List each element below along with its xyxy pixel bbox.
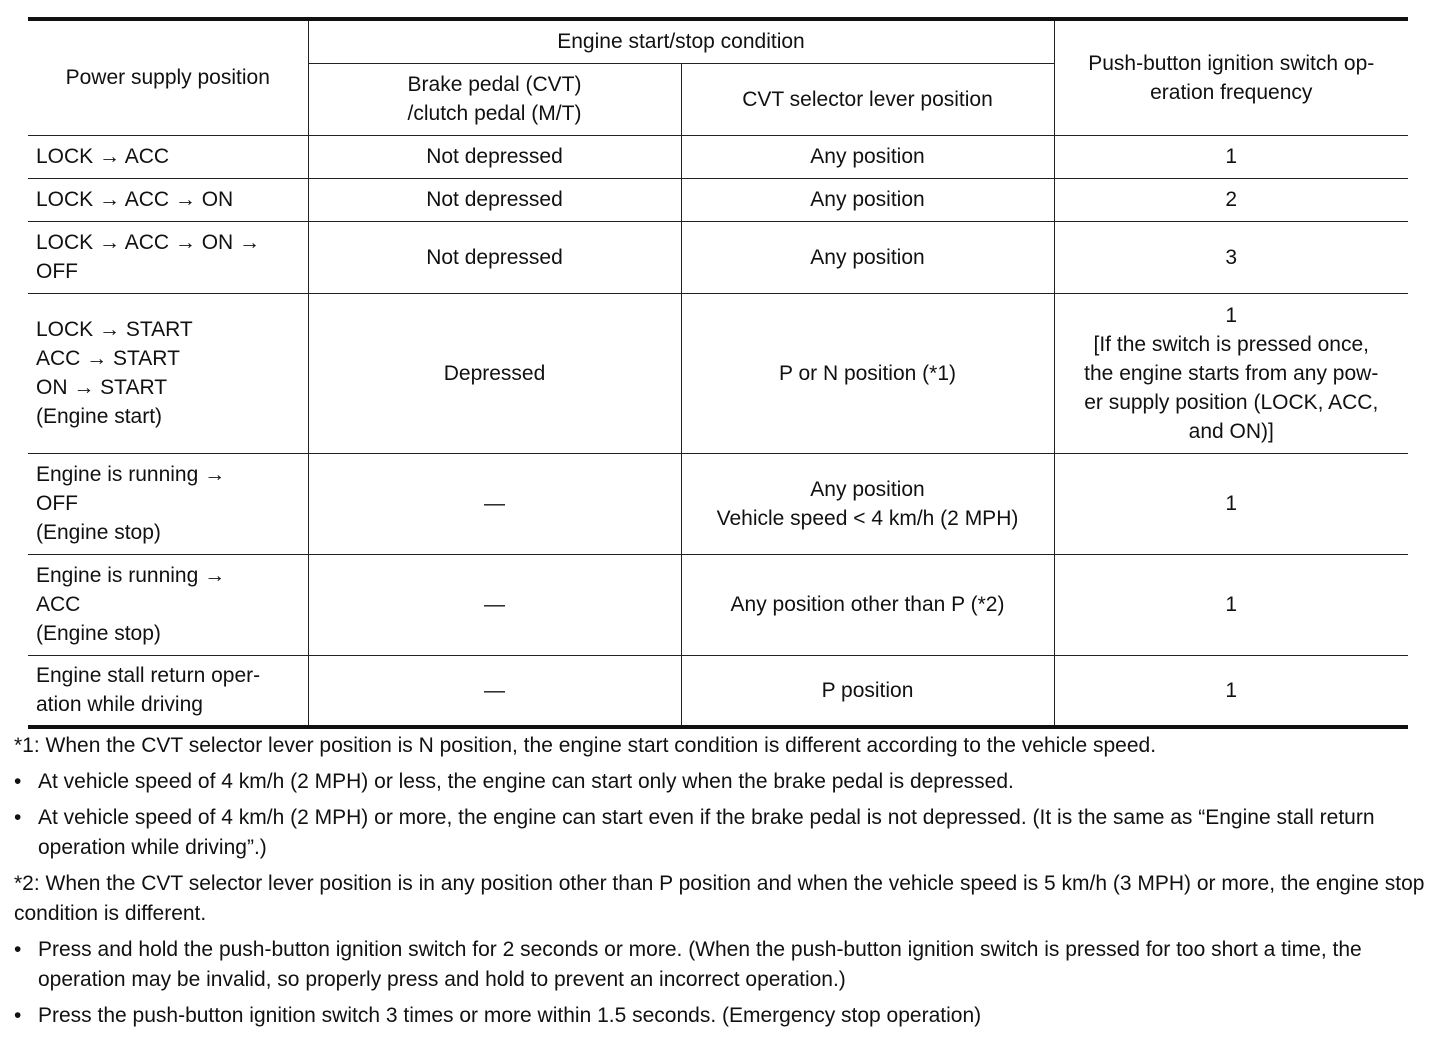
cell-power-position: Engine is running → ACC (Engine stop): [28, 554, 308, 655]
footnote-1-bullet: [14, 803, 1434, 863]
footnote-2-bullet: [14, 935, 1434, 995]
cell-power-position: Engine stall return oper- ation while driving: [28, 655, 308, 727]
table-row: [28, 221, 1408, 293]
bullet-symbol: •: [14, 770, 22, 793]
table-row: [28, 293, 1408, 453]
cell-pedal: Not depressed: [308, 135, 681, 178]
bullet-symbol: •: [14, 938, 22, 961]
footnote-1-bullet: [14, 767, 1434, 797]
footnote-2: *2: When the CVT selector lever position is in any position other than P position and when the vehicle speed is 5 km/h (3 MPH) or more, the engine stop condition is different.: [14, 872, 1425, 925]
footnote-2-bullet: [14, 1001, 1434, 1031]
bullet-symbol: •: [14, 806, 22, 829]
engine-start-stop-table: [28, 17, 1408, 729]
cell-frequency: 3: [1054, 221, 1408, 293]
cell-lever: Any position Vehicle speed < 4 km/h (2 MPH): [681, 453, 1054, 554]
cell-pedal: —: [308, 554, 681, 655]
header-row-1: [28, 19, 1408, 63]
bullet-symbol: •: [14, 1004, 22, 1027]
bullet-text: At vehicle speed of 4 km/h (2 MPH) or more, the engine can start even if the brake pedal is not depressed. (It is the same as “Engine stall return operation while driving”.): [38, 806, 1375, 859]
table-row: [28, 135, 1408, 178]
cell-frequency: 1: [1054, 655, 1408, 727]
cell-lever: Any position: [681, 221, 1054, 293]
cell-lever: P or N position (*1): [681, 293, 1054, 453]
cell-pedal: —: [308, 453, 681, 554]
cell-power-position: LOCK → ACC: [28, 135, 308, 178]
bullet-text: Press and hold the push-button ignition switch for 2 seconds or more. (When the push-button ignition switch is pressed for too short a time, the operation may be invalid, so properly press and hold to prevent an incorrect operation.): [38, 938, 1362, 991]
bullet-text: Press the push-button ignition switch 3 times or more within 1.5 seconds. (Emergency stop operation): [38, 1004, 982, 1027]
table-row: [28, 453, 1408, 554]
header-selector-lever: CVT selector lever position: [681, 63, 1054, 135]
cell-frequency: 1: [1054, 135, 1408, 178]
cell-pedal: Not depressed: [308, 178, 681, 221]
cell-lever: Any position: [681, 135, 1054, 178]
cell-power-position: LOCK → ACC → ON: [28, 178, 308, 221]
cell-frequency: 1 [If the switch is pressed once, the engine starts from any pow- er supply position (LOCK, ACC, and ON)]: [1054, 293, 1408, 453]
header-brake-pedal: Brake pedal (CVT) /clutch pedal (M/T): [308, 63, 681, 135]
cell-lever: Any position: [681, 178, 1054, 221]
cell-power-position: LOCK → ACC → ON → OFF: [28, 221, 308, 293]
bullet-text: At vehicle speed of 4 km/h (2 MPH) or less, the engine can start only when the brake pedal is depressed.: [38, 770, 1014, 793]
footnote-1: *1: When the CVT selector lever position is N position, the engine start condition is different according to the vehicle speed.: [14, 734, 1157, 757]
header-operation-frequency: Push-button ignition switch op- eration frequency: [1054, 19, 1408, 135]
cell-power-position: LOCK → START ACC → START ON → START (Engine start): [28, 293, 308, 453]
cell-frequency: 2: [1054, 178, 1408, 221]
table-row: [28, 554, 1408, 655]
cell-frequency: 1: [1054, 453, 1408, 554]
footnotes: [14, 731, 1434, 1037]
header-engine-condition: Engine start/stop condition: [308, 19, 1054, 63]
table-row: [28, 655, 1408, 727]
table-row: [28, 178, 1408, 221]
cell-pedal: Depressed: [308, 293, 681, 453]
cell-pedal: —: [308, 655, 681, 727]
cell-frequency: 1: [1054, 554, 1408, 655]
header-power-supply-position: Power supply position: [28, 19, 308, 135]
cell-power-position: Engine is running → OFF (Engine stop): [28, 453, 308, 554]
cell-lever: P position: [681, 655, 1054, 727]
cell-lever: Any position other than P (*2): [681, 554, 1054, 655]
cell-pedal: Not depressed: [308, 221, 681, 293]
